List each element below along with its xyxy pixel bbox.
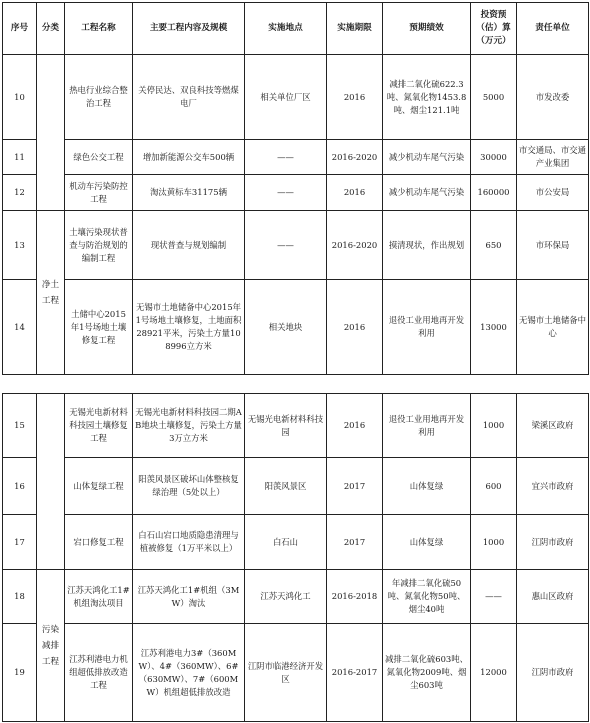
- cell-location: ——: [245, 211, 327, 280]
- table-row: [3, 175, 589, 211]
- category-pollution: 污染减排工程: [37, 570, 65, 722]
- cell-seq: 11: [3, 140, 37, 175]
- cell-seq: 16: [3, 458, 37, 515]
- cell-responsible: 江阴市政府: [517, 515, 589, 570]
- cell-investment: 30000: [471, 140, 517, 175]
- cell-responsible: 宜兴市政府: [517, 458, 589, 515]
- cell-name: 山体复绿工程: [65, 458, 133, 515]
- header-name: 工程名称: [65, 3, 133, 55]
- cell-name: 热电行业综合整治工程: [65, 55, 133, 140]
- cell-category-empty: [37, 394, 65, 570]
- cell-period: 2016-2017: [327, 624, 383, 722]
- cell-investment: 160000: [471, 175, 517, 211]
- cell-content: 阳羡风景区破坏山体整核复绿治理（5处以上）: [133, 458, 245, 515]
- table-row: [3, 570, 589, 624]
- cell-effect: 退役工业用地再开发利用: [383, 394, 471, 458]
- cell-period: 2016: [327, 394, 383, 458]
- project-table-bottom: [2, 393, 589, 722]
- cell-location: 江苏天鸿化工: [245, 570, 327, 624]
- cell-effect: 退役工业用地再开发利用: [383, 280, 471, 375]
- cell-content: 现状普查与规划编制: [133, 211, 245, 280]
- cell-seq: 13: [3, 211, 37, 280]
- cell-period: 2016-2020: [327, 211, 383, 280]
- cell-content: 关停民达、双良科技等燃煤电厂: [133, 55, 245, 140]
- table-row: [3, 458, 589, 515]
- cell-content: 无锡市土地储备中心2015年1号场地土壤修复，土地面积28921平米，污染土方量108996立方米: [133, 280, 245, 375]
- cell-responsible: 市公安局: [517, 175, 589, 211]
- header-location: 实施地点: [245, 3, 327, 55]
- category-soil: 净土工程: [37, 211, 65, 375]
- cell-content: 江苏天鸿化工1#机组（3MW）淘汰: [133, 570, 245, 624]
- cell-seq: 10: [3, 55, 37, 140]
- cell-investment: 12000: [471, 624, 517, 722]
- cell-effect: 减少机动车尾气污染: [383, 140, 471, 175]
- cell-effect: 减排二氧化硫622.3吨、氮氧化物1453.8吨、烟尘121.1吨: [383, 55, 471, 140]
- cell-effect: 山体复绿: [383, 458, 471, 515]
- cell-responsible: 惠山区政府: [517, 570, 589, 624]
- header-category: 分类: [37, 3, 65, 55]
- cell-responsible: 市环保局: [517, 211, 589, 280]
- cell-effect: 年减排二氧化硫50吨、氮氧化物50吨、烟尘40吨: [383, 570, 471, 624]
- cell-responsible: 梁溪区政府: [517, 394, 589, 458]
- cell-name: 土壤污染现状普查与防治规划的编制工程: [65, 211, 133, 280]
- header-responsible: 责任单位: [517, 3, 589, 55]
- table-row: [3, 280, 589, 375]
- cell-investment: 650: [471, 211, 517, 280]
- cell-seq: 17: [3, 515, 37, 570]
- cell-period: 2016: [327, 175, 383, 211]
- cell-location: 无锡光电新材料科技园: [245, 394, 327, 458]
- cell-period: 2016-2018: [327, 570, 383, 624]
- cell-name: 无锡光电新材料科技园土壤修复工程: [65, 394, 133, 458]
- cell-location: 阳羡风景区: [245, 458, 327, 515]
- table-row: [3, 515, 589, 570]
- cell-location: 相关地块: [245, 280, 327, 375]
- cell-location: 白石山: [245, 515, 327, 570]
- cell-effect: 减少机动车尾气污染: [383, 175, 471, 211]
- cell-name: 宕口修复工程: [65, 515, 133, 570]
- table-row: [3, 624, 589, 722]
- project-table-top: [2, 2, 589, 375]
- cell-period: 2016: [327, 280, 383, 375]
- cell-location: 相关单位厂区: [245, 55, 327, 140]
- cell-content: 增加新能源公交车500辆: [133, 140, 245, 175]
- cell-content: 无锡光电新材料科技园二期AB地块土壤修复，污染土方量3万立方米: [133, 394, 245, 458]
- header-seq: 序号: [3, 3, 37, 55]
- cell-investment: 1000: [471, 394, 517, 458]
- cell-effect: 山体复绿: [383, 515, 471, 570]
- cell-name: 绿色公交工程: [65, 140, 133, 175]
- cell-responsible: 市发改委: [517, 55, 589, 140]
- cell-investment: ——: [471, 570, 517, 624]
- cell-seq: 12: [3, 175, 37, 211]
- cell-effect: 减排二氧化硫603吨、氮氧化物2009吨、烟尘603吨: [383, 624, 471, 722]
- cell-category-empty: [37, 55, 65, 211]
- table-row: [3, 140, 589, 175]
- cell-location: 江阴市临港经济开发区: [245, 624, 327, 722]
- cell-responsible: 无锡市土地储备中心: [517, 280, 589, 375]
- header-investment: 投资预（估）算（万元）: [471, 3, 517, 55]
- cell-name: 土储中心2015年1号场地土壤修复工程: [65, 280, 133, 375]
- cell-period: 2016: [327, 55, 383, 140]
- cell-period: 2017: [327, 458, 383, 515]
- table-row: [3, 55, 589, 140]
- cell-seq: 18: [3, 570, 37, 624]
- cell-seq: 19: [3, 624, 37, 722]
- cell-investment: 13000: [471, 280, 517, 375]
- cell-seq: 14: [3, 280, 37, 375]
- cell-name: 江苏利港电力机组超低排放改造工程: [65, 624, 133, 722]
- header-effect: 预期绩效: [383, 3, 471, 55]
- cell-responsible: 市交通局、市交通产业集团: [517, 140, 589, 175]
- cell-period: 2016-2020: [327, 140, 383, 175]
- cell-content: 江苏利港电力3#（360MW）、4#（360MW）、6#（630MW）、7#（600MW）机组超低排放改造: [133, 624, 245, 722]
- header-period: 实施期限: [327, 3, 383, 55]
- header-content: 主要工程内容及规模: [133, 3, 245, 55]
- cell-location: ——: [245, 175, 327, 211]
- header-row: [3, 3, 589, 55]
- cell-location: ——: [245, 140, 327, 175]
- cell-period: 2017: [327, 515, 383, 570]
- table-row: [3, 211, 589, 280]
- cell-investment: 5000: [471, 55, 517, 140]
- cell-content: 淘汰黄标车31175辆: [133, 175, 245, 211]
- cell-name: 江苏天鸿化工1#机组淘汰项目: [65, 570, 133, 624]
- cell-seq: 15: [3, 394, 37, 458]
- cell-investment: 600: [471, 458, 517, 515]
- cell-name: 机动车污染防控工程: [65, 175, 133, 211]
- cell-responsible: 江阴市政府: [517, 624, 589, 722]
- cell-content: 白石山宕口地质隐患清理与植被修复（1万平米以上）: [133, 515, 245, 570]
- cell-effect: 摸清现状，作出规划: [383, 211, 471, 280]
- cell-investment: 1000: [471, 515, 517, 570]
- table-row: [3, 394, 589, 458]
